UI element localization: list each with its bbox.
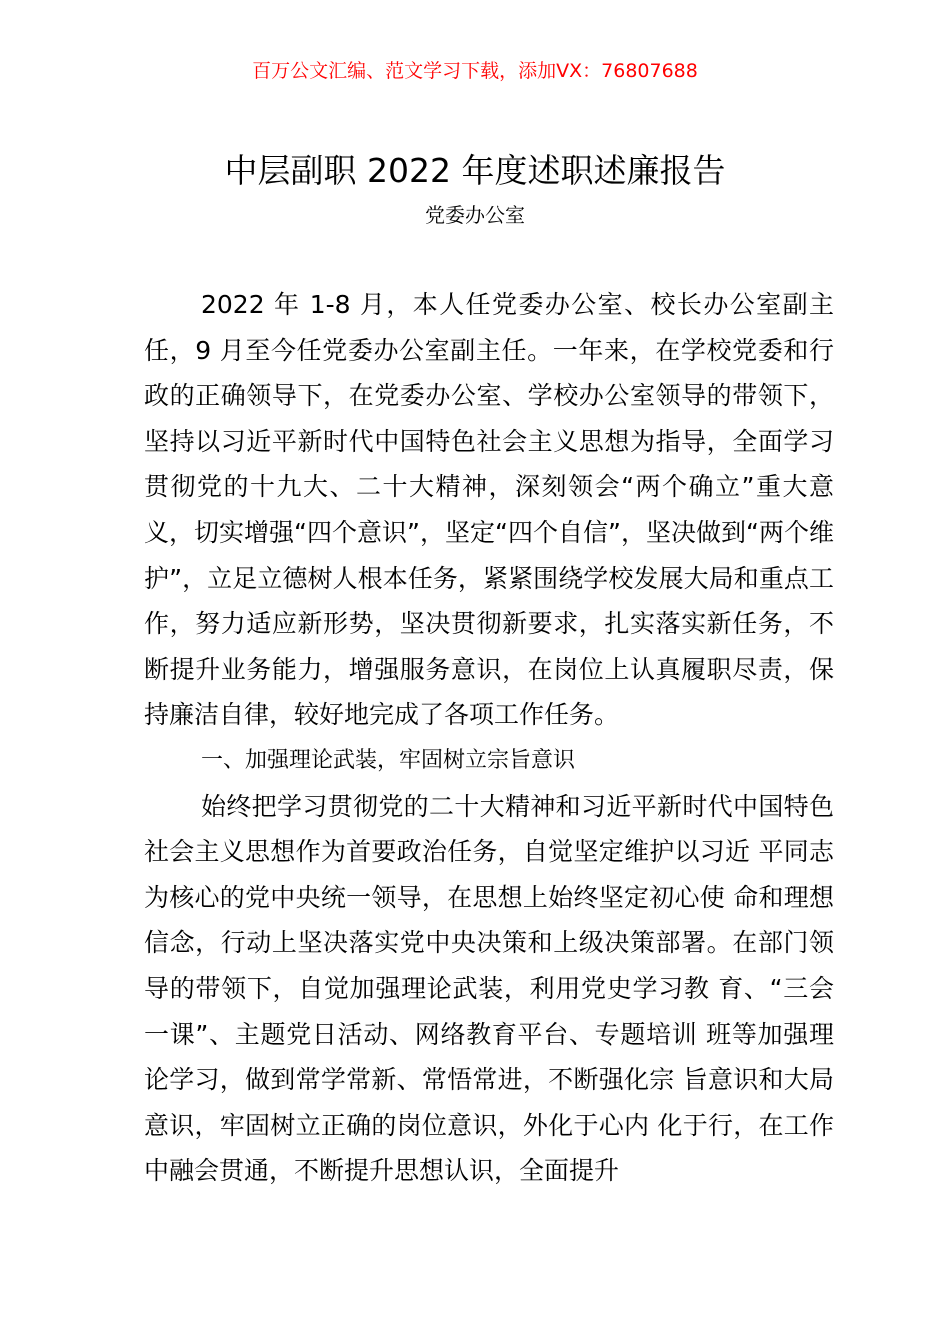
paragraph-section-one: 始终把学习贯彻党的二十大精神和习近平新时代中国特色社会主义思想作为首要政治任务，自觉坚定维护以习近 平同志为核心的党中央统一领导，在思想上始终坚定初心使 命和理想信念，行动上坚决落实党中央决策和上级决策部署。在部门领导的带领下，自觉加强理论武装，利用党史学习教 育、“三会一课”、主题党日活动、网络教育平台、专题培训 班等加强理论学习，做到常学常新、常悟常进，不断强化宗 旨意识和大局意识，牢固树立正确的岗位意识，外化于心内 化于行，在工作中融会贯通，不断提升思想认识，全面提升 [144,791,834,1186]
page-title: 中层副职 2022 年度述职述廉报告 [224,151,726,190]
department-subtitle: 党委办公室 [425,203,525,227]
paragraph-intro: 2022 年 1-8 月，本人任党委办公室、校长办公室副主任，9 月至今任党委办公室副主任。一年来，在学校党委和行政的正确领导下，在党委办公室、学校办公室领导的带领下，坚持以习近平新时代中国特色社会主义思想为指导，全面学习贯彻党的十九大、二十大精神，深刻领会“两个确立”重大意义，切实增强“四个意识”，坚定“四个自信”，坚决做到“两个维护”，立足立德树人根本任务，紧紧围绕学校发展大局和重点工作，努力适应新形势，坚决贯彻新要求，扎实落实新任务，不断提升业务能力，增强服务意识，在岗位上认真履职尽责，保持廉洁自律，较好地完成了各项工作任务。 [144,290,834,730]
section-heading: 一、加强理论武装，牢固树立宗旨意识 [201,747,576,773]
header-banner: 百万公文汇编、范文学习下载，添加VX：76807688 [252,60,698,82]
document-body [144,282,834,1194]
